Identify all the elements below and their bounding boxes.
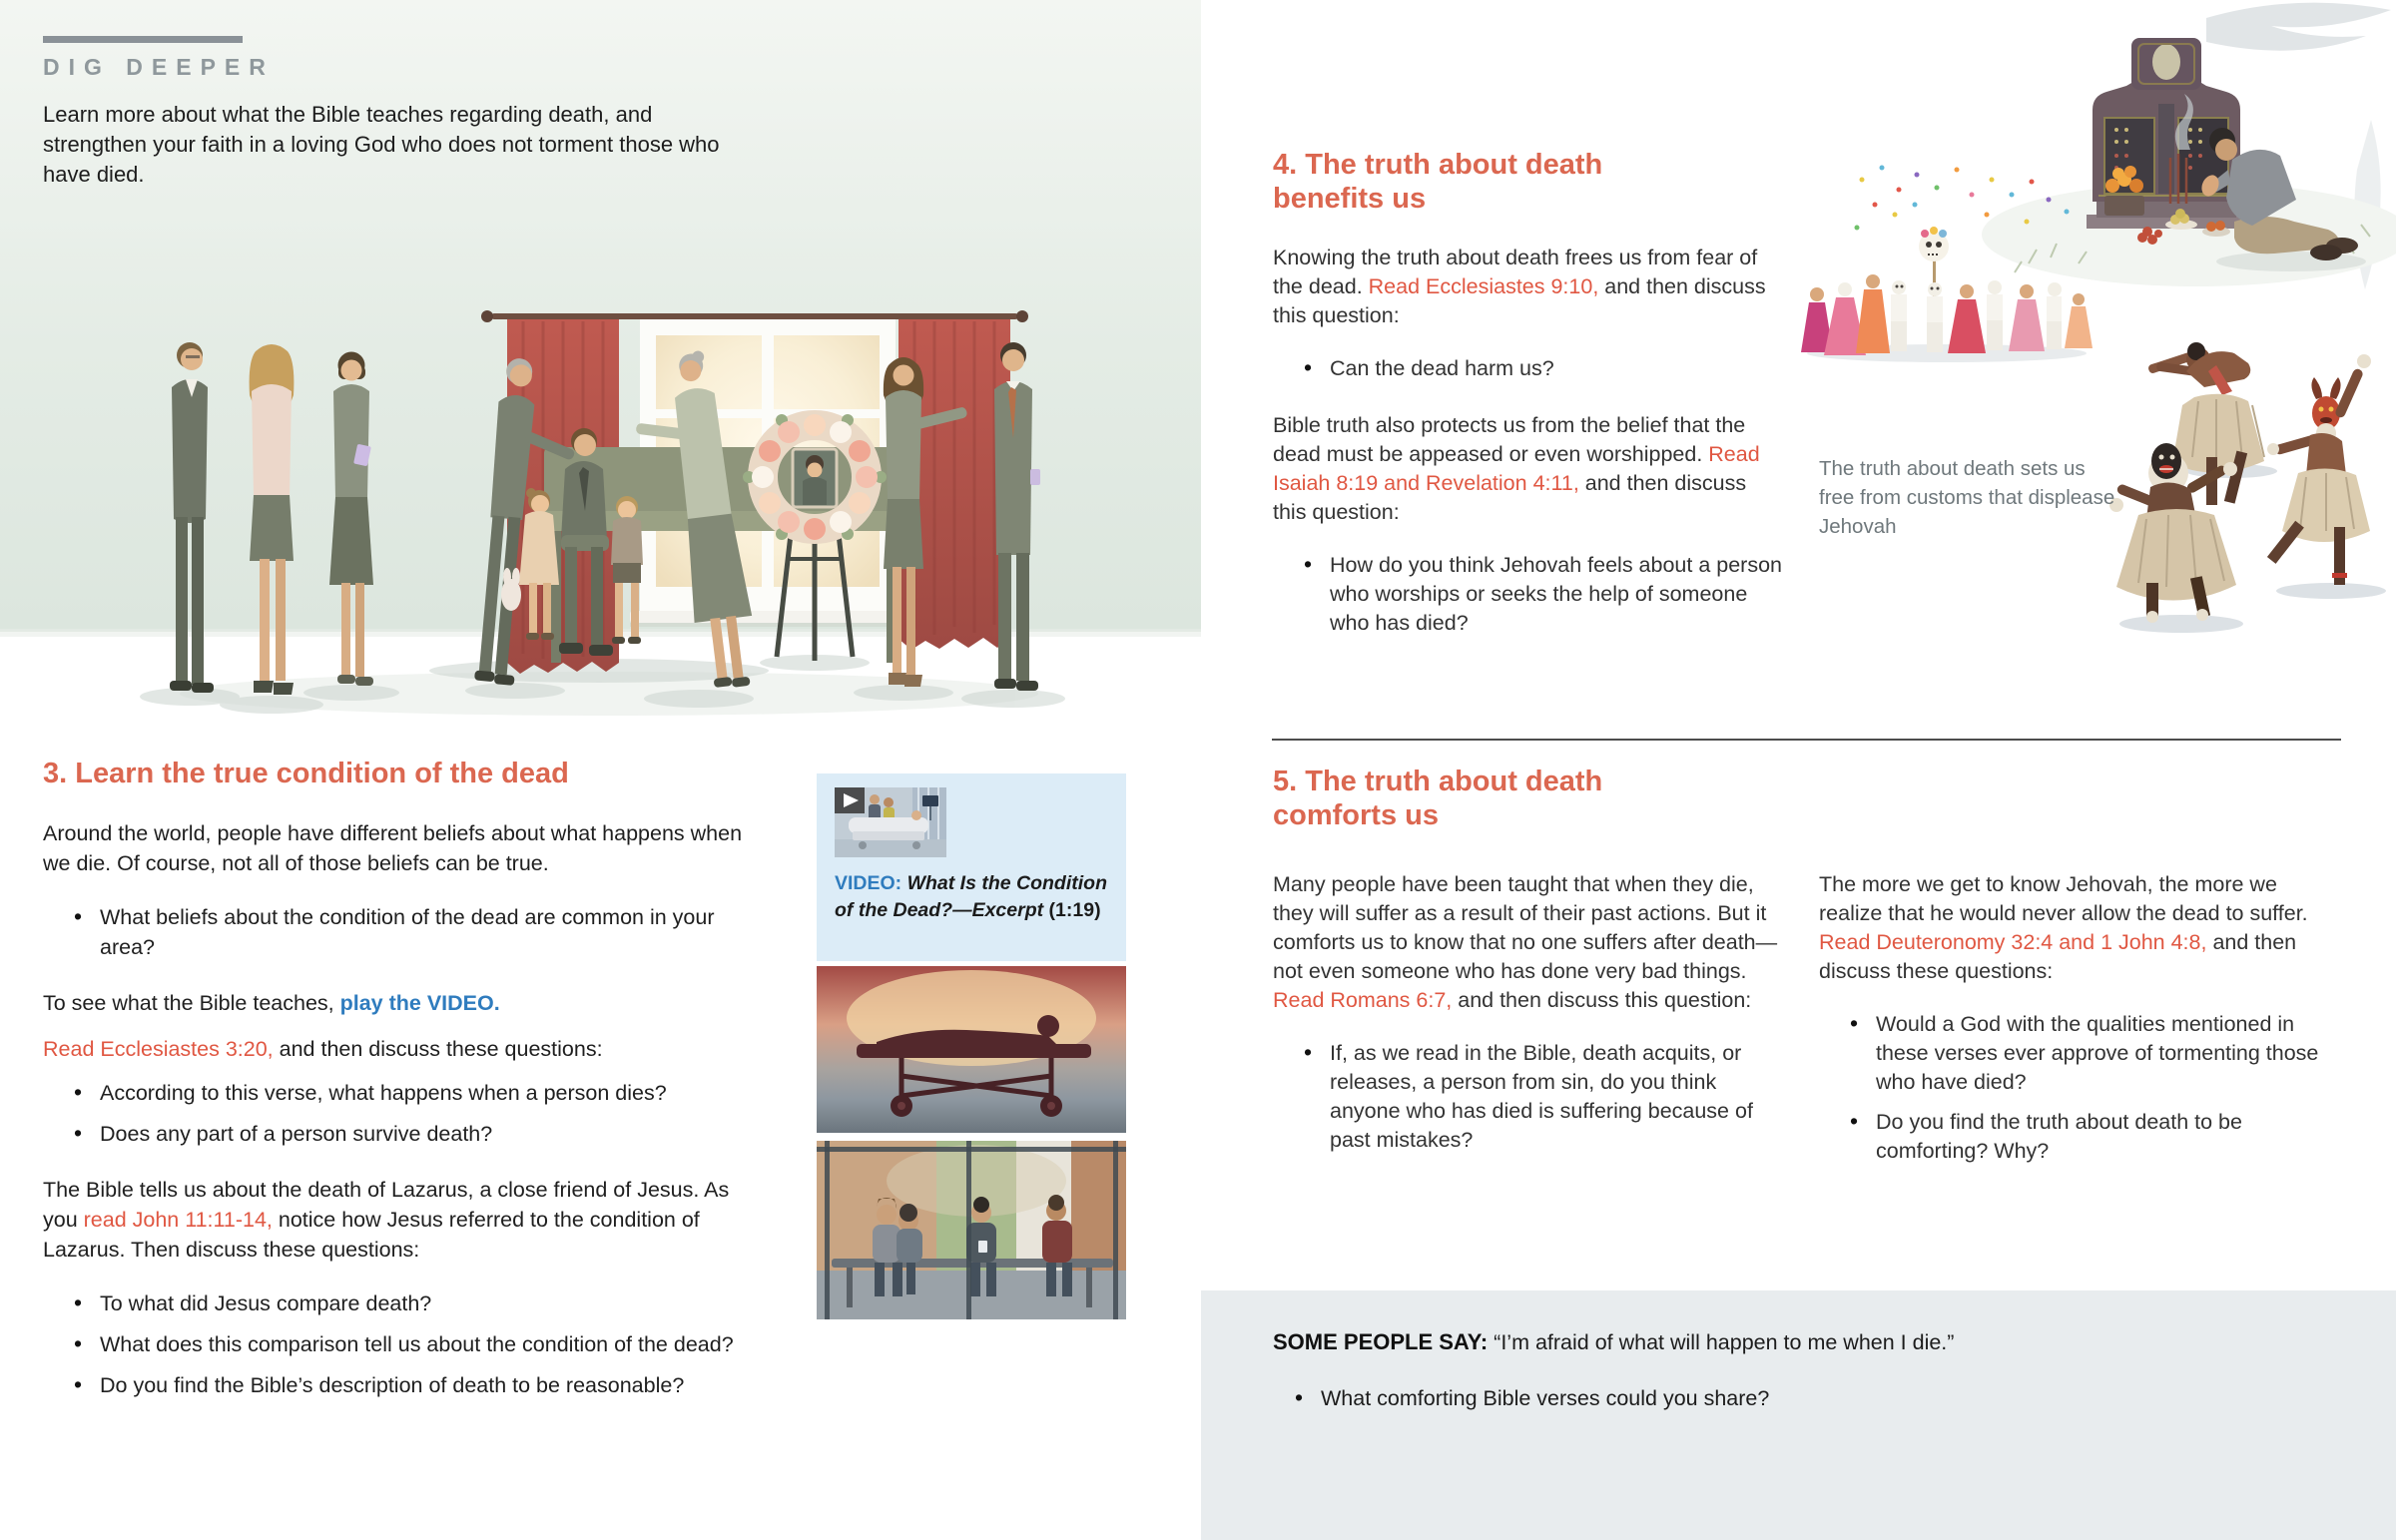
section-5-bullets-2 bbox=[1819, 1010, 2333, 1166]
para-pre: Many people have been taught that when they die, they will suffer as a result of their past actions. But it comforts us to know that no one suffers after death—not even someone who has done very bad things. bbox=[1273, 872, 1778, 983]
video-line-pre: To see what the Bible teaches, bbox=[43, 991, 340, 1015]
section-3-heading: 3. Learn the true condition of the dead bbox=[43, 758, 569, 789]
scripture-link-john-11[interactable]: read John 11:11-14, bbox=[83, 1208, 273, 1232]
bullet-item: • What beliefs about the condition of the dead are common in your area? bbox=[43, 902, 747, 962]
video-title: What Is the Condition of the Dead?—Excerpt bbox=[835, 872, 1107, 921]
para-post: and then discuss this question: bbox=[1452, 988, 1752, 1012]
section-5-para-2 bbox=[1819, 870, 2333, 986]
some-people-say-panel bbox=[1201, 1290, 2396, 1540]
para-pre: The more we get to know Jehovah, the more we realize that he would never allow the dead to suffer. bbox=[1819, 872, 2308, 925]
kicker-label: DIG DEEPER bbox=[43, 54, 275, 80]
some-people-say-quote: “I’m afraid of what will happen to me when I die.” bbox=[1494, 1330, 1955, 1354]
section-3-bullets-3 bbox=[43, 1288, 747, 1400]
bullet-item: • What does this comparison tell us about the condition of the dead? bbox=[43, 1329, 747, 1359]
video-panel bbox=[817, 773, 1126, 961]
some-people-say-line bbox=[1273, 1327, 2331, 1357]
lazarus-para bbox=[43, 1175, 747, 1265]
video-label: VIDEO: bbox=[835, 872, 902, 894]
section-3-bullets-2 bbox=[43, 1078, 747, 1149]
bullet-item: • How do you think Jehovah feels about a person who worships or seeks the help of someone who has died? bbox=[1273, 551, 1784, 638]
section-5-col-2 bbox=[1819, 870, 2333, 1192]
lazarus-post: notice how Jesus referred to the condition of Lazarus. Then discuss these questions: bbox=[43, 1208, 700, 1262]
section-3 bbox=[43, 757, 747, 1426]
tribal-dancers bbox=[2109, 342, 2386, 633]
illustration-caption: The truth about death sets us free from customs that displease Jehovah bbox=[1819, 457, 2115, 538]
people-waiting-bench-image bbox=[817, 1141, 1126, 1319]
para-post: and then discuss this question: bbox=[1273, 471, 1747, 524]
bullet-item: • Does any part of a person survive death? bbox=[43, 1119, 747, 1149]
dancer-horned-mask bbox=[2267, 354, 2371, 585]
bullet-item: • Can the dead harm us? bbox=[1273, 354, 1784, 383]
section-4-para-1 bbox=[1273, 244, 1784, 330]
body-on-gurney-image bbox=[817, 966, 1126, 1133]
scripture-link-romans-6-7[interactable]: Read Romans 6:7, bbox=[1273, 988, 1453, 1012]
section-3-para-1: Around the world, people have different beliefs about what happens when we die. Of course, not all of those beliefs can be true. bbox=[43, 821, 743, 875]
dancer-black-mask bbox=[2109, 443, 2237, 623]
para-post: and then discuss these questions: bbox=[1819, 930, 2297, 983]
section-3-bullets-1 bbox=[43, 902, 747, 962]
lazarus-pre: The Bible tells us about the death of Lazarus, a close friend of Jesus. As you bbox=[43, 1178, 730, 1232]
play-video-link[interactable]: play the VIDEO. bbox=[339, 991, 500, 1015]
bullet-item: • According to this verse, what happens when a person dies? bbox=[43, 1078, 747, 1108]
customs-illustration bbox=[1787, 0, 2396, 689]
section-5-heading: 5. The truth about death comforts us bbox=[1273, 766, 1603, 831]
bullet-item: • Would a God with the qualities mentioned in these verses ever approve of tormenting those who have died? bbox=[1819, 1010, 2333, 1097]
video-thumbnail[interactable] bbox=[835, 787, 946, 857]
read-line-post: and then discuss these questions: bbox=[273, 1037, 603, 1061]
bullet-item: • Do you find the truth about death to be comforting? Why? bbox=[1819, 1108, 2333, 1166]
para-pre: Knowing the truth about death frees us from fear of the dead. bbox=[1273, 246, 1758, 298]
intro-text: Learn more about what the Bible teaches regarding death, and strengthen your faith in a loving God who does not torment those who have died. bbox=[43, 102, 720, 187]
video-line bbox=[43, 988, 747, 1018]
section-divider bbox=[1272, 739, 2341, 741]
section-5-bullets-1 bbox=[1273, 1039, 1784, 1155]
hospital-scene-thumbnail bbox=[835, 787, 946, 857]
section-4 bbox=[1273, 148, 1784, 664]
scripture-link-deuteronomy-john[interactable]: Read Deuteronomy 32:4 and 1 John 4:8, bbox=[1819, 930, 2207, 954]
scripture-link-isaiah-revelation[interactable]: Read Isaiah 8:19 and Revelation 4:11, bbox=[1273, 442, 1760, 495]
dig-deeper-block bbox=[43, 36, 275, 81]
bullet-item: • What comforting Bible verses could you share? bbox=[1264, 1383, 2162, 1413]
some-people-say-bullets bbox=[1264, 1372, 2162, 1424]
bullet-item: • To what did Jesus compare death? bbox=[43, 1288, 747, 1318]
para-pre: Bible truth also protects us from the belief that the dead must be appeased or even worshipped. bbox=[1273, 413, 1746, 466]
scripture-link-ecclesiastes-9-10[interactable]: Read Ecclesiastes 9:10, bbox=[1368, 274, 1599, 298]
section-5-para-1 bbox=[1273, 870, 1784, 1015]
section-5-col-1 bbox=[1273, 870, 1784, 1181]
bullet-item: • Do you find the Bible’s description of death to be reasonable? bbox=[43, 1370, 747, 1400]
media-sidebar bbox=[817, 773, 1126, 961]
bullet-item: • If, as we read in the Bible, death acquits, or releases, a person from sin, do you think anyone who has died is suffering because of past mistakes? bbox=[1273, 1039, 1784, 1155]
section-4-heading: 4. The truth about death benefits us bbox=[1273, 149, 1603, 215]
video-duration: (1:19) bbox=[1048, 899, 1101, 921]
read-line bbox=[43, 1034, 747, 1064]
kicker-bar bbox=[43, 36, 243, 43]
para-post: and then discuss this question: bbox=[1273, 274, 1766, 327]
mourner-blonde-woman bbox=[250, 344, 295, 695]
scripture-link-ecclesiastes-3-20[interactable]: Read Ecclesiastes 3:20, bbox=[43, 1037, 274, 1061]
section-4-bullets-1 bbox=[1273, 354, 1784, 383]
some-people-say-label: SOME PEOPLE SAY: bbox=[1273, 1329, 1489, 1354]
video-caption bbox=[835, 870, 1112, 924]
section-4-para-2 bbox=[1273, 411, 1784, 527]
parade-figures bbox=[1801, 274, 2093, 355]
section-4-bullets-2 bbox=[1273, 551, 1784, 638]
